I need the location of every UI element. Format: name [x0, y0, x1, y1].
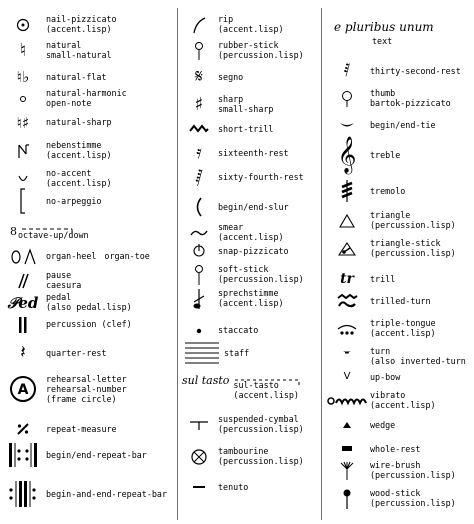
- rehearsal-label: rehearsal-letter rehearsal-number (frame circle): [46, 374, 127, 404]
- entry-snap-pizzicato: [180, 240, 320, 262]
- up-bow-icon: [324, 366, 370, 388]
- entry-pause: [0, 270, 176, 292]
- up-bow-glyph: V: [343, 371, 351, 382]
- entry-natural-sharp: [0, 112, 176, 134]
- turn-label: turn (also inverted-turn: [370, 346, 466, 366]
- entry-vibrato: [324, 390, 474, 412]
- natural-flat-icon: ♮♭: [16, 67, 30, 86]
- entry-tenuto: [180, 476, 320, 498]
- entry-begin-and-end-repeat: [0, 480, 176, 508]
- entry-staccato: [180, 320, 320, 342]
- triangle-stick-icon: [324, 238, 370, 260]
- symbol-column-1: [0, 0, 176, 524]
- treble-label: treble: [370, 150, 401, 160]
- suspended-cymbal-icon: [180, 414, 218, 436]
- organ-heel-label: organ-heel: [46, 251, 97, 261]
- staccato-label: staccato: [218, 325, 259, 335]
- column-divider: [177, 8, 178, 520]
- nail-pizzicato-label: nail-pizzicato (accent.lisp): [46, 14, 117, 34]
- entry-thumb: [324, 88, 474, 110]
- entry-triple-tongue: [324, 318, 474, 340]
- text-sample-glyph: e pluribus unum: [334, 20, 434, 34]
- entry-suspended-cymbal: [180, 414, 320, 436]
- triangle-label: triangle (percussion.lisp): [370, 210, 456, 230]
- entry-sixty-fourth-rest: [180, 166, 320, 188]
- entry-trill: [324, 268, 474, 290]
- triple-tongue-label: triple-tongue (accent.lisp): [370, 318, 436, 338]
- soft-stick-label: soft-stick (percussion.lisp): [218, 264, 304, 284]
- trill-glyph: tr: [340, 271, 354, 287]
- rip-label: rip (accent.lisp): [218, 14, 284, 34]
- staff-icon: [180, 340, 224, 366]
- entry-staff: [180, 340, 320, 366]
- entry-no-accent: [0, 168, 176, 190]
- natural-harmonic-icon: [0, 88, 46, 110]
- entry-tremolo: [324, 180, 474, 202]
- sul-tasto-label: sul-tasto (accent.lisp): [233, 380, 299, 400]
- column-divider: [321, 8, 322, 520]
- sul-tasto-dashed-line: [233, 376, 305, 388]
- repeat-measure-icon: [0, 418, 46, 440]
- triple-tongue-icon: [324, 318, 370, 340]
- entry-quarter-rest: [0, 342, 176, 364]
- repeat-measure-label: repeat-measure: [46, 424, 117, 434]
- organ-heel-icon: [0, 246, 46, 268]
- organ-toe-label: organ-toe: [104, 251, 150, 261]
- entry-triangle-stick: [324, 238, 474, 260]
- sixteenth-rest-icon: 𝄿: [196, 142, 202, 163]
- octave-numeral: 8: [10, 224, 17, 238]
- natural-sharp-label: natural-sharp: [46, 117, 112, 127]
- tambourine-icon: [180, 446, 218, 468]
- nail-pizzicato-icon: [0, 14, 46, 36]
- wire-brush-icon: [324, 460, 370, 482]
- percussion-clef-icon: [0, 314, 46, 336]
- octave-label-row: [18, 230, 176, 240]
- sharp-icon: ♯: [194, 94, 204, 115]
- begin-and-end-repeat-label: begin-and-end-repeat-bar: [46, 489, 168, 499]
- entry-natural-harmonic: [0, 88, 176, 110]
- entry-whole-rest: [324, 438, 474, 460]
- entry-pedal: [0, 292, 176, 314]
- entry-segno: [180, 66, 320, 88]
- rehearsal-glyph: A: [17, 382, 29, 398]
- begin-end-repeat-label: begin/end-repeat-bar: [46, 450, 147, 460]
- snap-pizzicato-label: snap-pizzicato: [218, 246, 289, 256]
- entry-natural: [0, 40, 176, 62]
- entry-percussion-clef: [0, 314, 176, 336]
- vibrato-label: vibrato (accent.lisp): [370, 390, 436, 410]
- smear-label: smear (accent.lisp): [218, 222, 284, 242]
- pedal-icon: 𝒫ed: [7, 293, 39, 312]
- entry-up-bow: [324, 366, 474, 388]
- natural-label: natural small-natural: [46, 40, 112, 60]
- soft-stick-icon: [180, 264, 218, 286]
- entry-nebenstimme: [0, 140, 176, 162]
- natural-harmonic-label: natural-harmonic open-note: [46, 88, 127, 108]
- entry-repeat-measure: [0, 418, 176, 440]
- up-bow-label: up-bow: [370, 372, 401, 382]
- no-arpeggio-label: no-arpeggio: [46, 196, 102, 206]
- text-label: text: [372, 36, 393, 46]
- pause-label: pause caesura: [46, 270, 82, 290]
- entry-short-trill: [180, 118, 320, 140]
- sixty-fourth-rest-label: sixty-fourth-rest: [218, 172, 304, 182]
- short-trill-icon: [180, 118, 218, 140]
- wedge-label: wedge: [370, 420, 396, 430]
- thirty-second-rest-icon: 𝅀: [343, 60, 351, 81]
- whole-rest-label: whole-rest: [370, 444, 421, 454]
- wedge-icon: [324, 414, 370, 436]
- natural-icon: ♮: [19, 40, 27, 61]
- entry-thirty-second-rest: [324, 60, 474, 82]
- entry-rip: [180, 14, 320, 36]
- treble-clef-icon: 𝄞: [337, 135, 357, 173]
- trilled-turn-label: trilled-turn: [370, 296, 431, 306]
- segno-label: segno: [218, 72, 244, 82]
- octave-label: octave-up/down: [18, 230, 89, 240]
- begin-and-end-repeat-icon: [0, 480, 46, 508]
- triangle-stick-label: triangle-stick (percussion.lisp): [370, 238, 456, 258]
- no-accent-icon: [0, 168, 46, 190]
- repeat-bar-icon: [0, 442, 46, 468]
- entry-begin-end-tie: [324, 114, 474, 136]
- sprechstimme-icon: [180, 288, 218, 310]
- nebenstimme-label: nebenstimme (accent.lisp): [46, 140, 112, 160]
- rehearsal-circle-icon: [0, 374, 46, 404]
- entry-begin-end-slur: [180, 196, 320, 218]
- thumb-icon: [324, 88, 370, 110]
- tenuto-icon: [180, 476, 218, 498]
- tambourine-label: tambourine (percussion.lisp): [218, 446, 304, 466]
- entry-tambourine: [180, 446, 320, 468]
- short-trill-label: short-trill: [218, 124, 274, 134]
- entry-text-sample: [334, 20, 474, 34]
- rubber-stick-label: rubber-stick (percussion.lisp): [218, 40, 304, 60]
- nebenstimme-icon: [0, 140, 46, 162]
- quarter-rest-icon: 𝄽: [20, 342, 26, 363]
- entry-sixteenth-rest: [180, 142, 320, 164]
- symbol-column-2: [180, 0, 320, 524]
- entry-turn: [324, 346, 474, 368]
- trill-label: trill: [370, 274, 396, 284]
- staccato-icon: [180, 320, 218, 342]
- sprechstimme-label: sprechstimme (accent.lisp): [218, 288, 284, 308]
- entry-triangle: [324, 210, 474, 232]
- entry-natural-flat: [0, 66, 176, 88]
- no-arpeggio-icon: [0, 188, 46, 214]
- natural-flat-label: natural-flat: [46, 72, 107, 82]
- entry-sprechstimme: [180, 288, 320, 310]
- entry-trilled-turn: [324, 290, 474, 312]
- natural-sharp-icon: ♮♯: [16, 113, 30, 132]
- entry-rubber-stick: [180, 40, 320, 62]
- no-accent-label: no-accent (accent.lisp): [46, 168, 112, 188]
- entry-wire-brush: [324, 460, 474, 482]
- segno-icon: 𝄋: [195, 66, 203, 87]
- thumb-label: thumb bartok-pizzicato: [370, 88, 451, 108]
- entry-wedge: [324, 414, 474, 436]
- entry-nail-pizzicato: [0, 14, 176, 36]
- pedal-label: pedal (also pedal.lisp): [46, 292, 132, 312]
- entry-soft-stick: [180, 264, 320, 286]
- begin-end-slur-label: begin/end-slur: [218, 202, 289, 212]
- whole-rest-icon: [324, 438, 370, 460]
- thirty-second-rest-label: thirty-second-rest: [370, 66, 461, 76]
- entry-sharp: [180, 94, 320, 116]
- tie-icon: [324, 114, 370, 136]
- trill-icon: [324, 268, 370, 290]
- tremolo-icon: [324, 180, 370, 202]
- sixteenth-rest-label: sixteenth-rest: [218, 148, 289, 158]
- entry-wood-stick: [324, 488, 474, 510]
- entry-treble: [324, 136, 474, 172]
- trilled-turn-icon: [324, 290, 370, 312]
- entry-rehearsal: [0, 374, 176, 404]
- tremolo-label: tremolo: [370, 186, 406, 196]
- entry-begin-end-repeat: [0, 442, 176, 468]
- wood-stick-icon: [324, 488, 370, 510]
- entry-text: [372, 36, 474, 46]
- snap-pizzicato-icon: [180, 240, 218, 262]
- sharp-label: sharp small-sharp: [218, 94, 274, 114]
- sul-tasto-glyph: sul tasto: [182, 374, 230, 387]
- rip-icon: [180, 14, 218, 36]
- tenuto-label: tenuto: [218, 482, 249, 492]
- rubber-stick-icon: [180, 40, 218, 62]
- triangle-icon: [324, 210, 370, 232]
- symbol-column-3: [324, 0, 474, 524]
- entry-sul-tasto: [182, 374, 320, 400]
- quarter-rest-label: quarter-rest: [46, 348, 107, 358]
- sixty-fourth-rest-icon: 𝅁: [195, 166, 203, 187]
- staff-label: staff: [224, 348, 250, 358]
- turn-icon: 𝄻: [343, 346, 351, 367]
- slur-icon: [180, 196, 218, 218]
- begin-end-tie-label: begin/end-tie: [370, 120, 436, 130]
- entry-no-arpeggio: [0, 188, 176, 214]
- wood-stick-label: wood-stick (percussion.lisp): [370, 488, 456, 508]
- caesura-icon: [0, 270, 46, 292]
- entry-organ-heel: [0, 246, 176, 268]
- wire-brush-label: wire-brush (percussion.lisp): [370, 460, 456, 480]
- vibrato-icon: [324, 390, 370, 412]
- suspended-cymbal-label: suspended-cymbal (percussion.lisp): [218, 414, 304, 434]
- percussion-clef-label: percussion (clef): [46, 319, 132, 329]
